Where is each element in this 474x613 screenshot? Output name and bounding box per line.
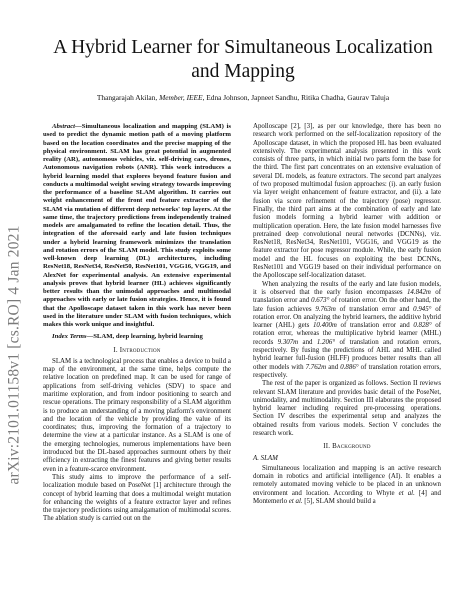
math-value: 0.886° — [340, 363, 359, 371]
results-text: of translation error and — [336, 322, 414, 330]
section-heading-introduction: I. Introduction — [113, 346, 161, 354]
results-text: of translation error and — [253, 288, 441, 305]
intro-paragraph-1: SLAM is a technological process that enables a device to build a map of the environment, at the same time, helps compute the relative location on predefined map. It can be used for range of applications from self-driving vehicles (SDV) to space and maritime exploration, and from indoor positioning to search and rescue operations. The primary responsibility of a SLAM algorithm is to produce an understanding of a moving platform's environment and the location of the vehicle by providing the value of its coordinates; thus, improving the formation of a trajectory to determine the view at a particular instance. As a SLAM is one of the emerging technologies, numerous implementations have been introduced but the DL-based approaches surmount others by their efficiency in extracting the finest features and giving better results even in a feature-scarce environment. — [43, 357, 231, 473]
math-value: 0.828° — [413, 322, 432, 330]
intro-paragraph-3: Apolloscape [2], [3], as per our knowledge, there has been no research work performed on the self-localization repository of the Apolloscape dataset, in which the proposed HL has been evaluated extensively. The experimental analysis presented in this work consists of three parts, in which initial two parts form the base for the third. The first part concentrates on an extensive evaluation of several DL models, as feature extractors. The second part analyzes of two proposed multimodal fusion approaches: (i). an early fusion via layer weight enhancement of feature extractor, and (ii). a late fusion via score refinement of the trajectory (pose) regressor. Finally, the third part aims at the combination of early and late fusion models forming a hybrid learner with addition or multiplication operation. Here, the late fusion model harnesses five pretrained deep convolutional neural networks (DCNNs), viz. ResNet18, ResNet34, ResNet101, VGG16, and VGG19 as the feature extractor for pose regressor module. While, the early fusion model and the HL focuses on exploiting the best DCNNs, ResNet101 and VGG19 based on their individual performance on the Apolloscape self-localization dataset. — [253, 123, 441, 280]
math-value: 0.945° — [413, 305, 432, 313]
abstract-label: Abstract — [52, 123, 76, 130]
math-value: 10.400m — [312, 322, 337, 330]
background-paragraph-1 — [253, 465, 441, 506]
results-text: of rotation error, whereas the multiplicative hybrid learner (MHL) records — [253, 322, 442, 346]
abstract — [43, 123, 231, 329]
first-author: Thangarajah Akilan, — [96, 93, 160, 102]
results-text: of rotation error. On the other hand, the late fusion achieves — [253, 297, 442, 313]
intro-paragraph-4 — [253, 281, 441, 381]
right-column — [253, 123, 441, 506]
results-text: of translation error and — [335, 305, 414, 313]
math-value: 1.206° — [316, 338, 336, 346]
results-text: of rotation error. On analyzing the hybrid learners, the additive hybrid learner (AHL) gets — [253, 305, 442, 330]
abstract-text: —Simultaneous localization and mapping (SLAM) is used to predict the dynamic motion path of a moving platform based on the location coordinates and the precise mapping of the physical environment. SLAM has great potential in augmented reality (AR), autonomous vehicles, viz. self-driving cars, drones, Autonomous navigation robots (ANR). This work introduces a hybrid learning model that explores beyond feature fusion and conducts a multimodal weight sewing strategy towards improving the performance of a baseline SLAM algorithm. It carries out weight enhancement of the front end feature extractor of the SLAM via mutation of different deep networks' top layers. At the same time, the trajectory predictions from independently trained models are amalgamated to refine the location detail. Thus, the integration of the aforesaid early and late fusion techniques under a hybrid learning framework minimizes the translation and rotation errors of the SLAM model. This study exploits some well-known deep learning (DL) architectures, including ResNet18, ResNet34, ResNet50, ResNet101, VGG16, VGG19, and AlexNet for experimental analysis. An extensive experimental analysis proves that hybrid learner (HL) achieves significantly better results than the unimodal approaches and multimodal approaches with early or late fusion strategies. Hence, it is found that the Apolloscape dataset taken in this work has never been used in the literature under SLAM with fusion techniques, which makes this work unique and insightful. — [43, 123, 231, 328]
index-terms-label: Index Terms — [52, 333, 87, 341]
author-membership: Member, IEEE — [159, 93, 203, 102]
results-text: and — [326, 363, 341, 371]
arxiv-stamp-text: arXiv:2101.01158v1 [cs.RO] 4 Jan 2021 — [6, 225, 24, 485]
intro-paragraph-5: The rest of the paper is organized as follows. Section II reviews relevant SLAM literature and provides basic detail of the PoseNet, unimodality, and multimodality. Section III elaborates the proposed hybrid learner including required pre-processing operations. Section IV describes the experimental setup and analyzes the obtained results from various models. Section V concludes the research work. — [253, 380, 441, 437]
results-text: of translation and rotation errors, respectively. By fusing the predictions of AHL and MHL called hybrid learner full-fusion (HLFF) produces better results than all other models with — [253, 338, 441, 371]
et-al: et al. — [288, 498, 303, 506]
background-text: [5], SLAM should build a — [302, 498, 376, 506]
math-value: 9.307m — [277, 338, 299, 346]
results-text: of translation rotation errors, respectively. — [253, 363, 441, 379]
math-value: 14.842m — [406, 288, 431, 296]
left-column — [43, 123, 231, 524]
co-authors: , Edna Johnson, Japneet Sandhu, Ritika Chadha, Gaurav Taluja — [202, 93, 390, 102]
index-terms-text: —SLAM, deep learning, hybrid learning — [86, 333, 203, 341]
author-list — [40, 93, 446, 102]
arxiv-identifier-stamp — [2, 140, 28, 570]
math-value: 0.673° — [311, 297, 330, 305]
subsection-heading-slam: A. SLAM — [253, 454, 278, 462]
results-text: and — [298, 338, 317, 346]
background-text: [4] and Montemerlo — [253, 489, 442, 506]
results-text: When analyzing the results of the early and late fusion models, it is observed that the early fusion encompasses — [253, 280, 441, 296]
background-text: Simultaneous localization and mapping is an active research domain in robotics and artificial intelligence (AI). It enables a remotely automated moving vehicle to be placed in an unknown environment and location. According to Whyte — [253, 464, 441, 497]
index-terms — [43, 333, 231, 341]
math-value: 9.763m — [315, 305, 336, 313]
et-al: et al. — [398, 489, 415, 497]
intro-paragraph-2: This study aims to improve the performance of a self-localization module based on PoseNet [1] architecture through the concept of hybrid learning that does a multimodal weight mutation for enhancing the weights of a feature extractor layer and refines the trajectory predictions using amalgamation of multimodal scores. The ablation study is carried out on the — [43, 473, 231, 523]
section-heading-background: II. Background — [323, 443, 371, 451]
paper-title: A Hybrid Learner for Simultaneous Localization and Mapping — [53, 37, 433, 82]
math-value: 7.762m — [305, 363, 327, 371]
